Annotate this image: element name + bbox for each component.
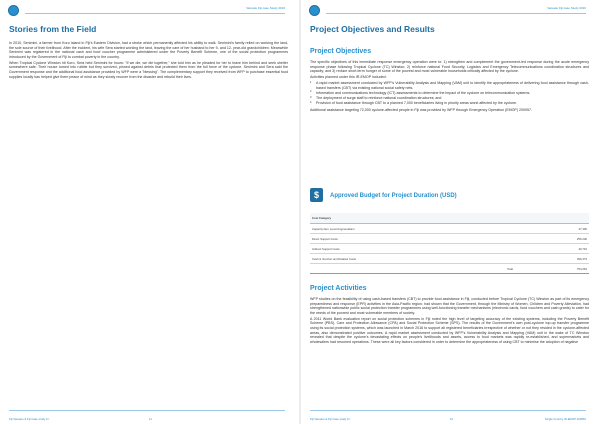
budget-table <box>310 213 589 274</box>
objectives-intro: The specific objectives of this immediate response emergency operation were to: 1) strengthen and complement the government-led response during the acute emergency response phase following Tropical Cyclone (TC) Winston; 2) reinforce national Food Security, Logistics and Emergency Telecommunications coordination structures and capacity; and 3) reduce short-term hunger of some of the poorest and most vulnerable households critically affected by the cyclone. <box>310 60 589 74</box>
table-row: Capacity Dev. Level Augmentation 47,300 <box>310 224 589 234</box>
page-title-objectives: Project Objectives and Results <box>310 24 435 34</box>
activities-paragraph: WFP studies on the feasibility of using cash-based transfers (CBT) to provide food assistance in Fiji, conducted before Tropical Cyclone (TC) Winston as part of its emergency preparedness and response (EPR) activities in the Asia-Pacific region, had shown that the Government, through the Ministry of Women, Children and Poverty Alleviation, had strengthened nationwide public social protection transfer programmes using well-functioning transfer mechanisms (electronic cards, food vouchers and cash grants) to cater for the needs of the poorest and most vulnerable members of society. <box>310 297 589 315</box>
stories-paragraph: When Tropical Cyclone Winston hit Koro, Sera held Senimini for hours: "If we die, we die together," she told him as he pleaded for her to leave him behind and seek shelter somewhere safe. Their house turned into rubble but they survived, pinned against debris that protected them from the full force of the cyclone. Senimini and Sera said the Government response and the additional food assistance provided by WFP were a "blessing". The complementary support they received from WFP to purchase essential food supplies locally has helped give them peace of mind as they slowly recover from the disaster and rebuild their lives. <box>9 60 288 79</box>
header-divider <box>25 13 285 14</box>
money-bag-icon: $ <box>310 188 323 202</box>
table-row: Cash & Voucher and Related Costs 399,373 <box>310 254 589 264</box>
budget-heading: Approved Budget for Project Duration (USD) <box>330 193 457 199</box>
running-head-right: Vanuatu Fiji case Study 2016 <box>547 6 586 10</box>
table-row: Indirect Support Costs 49,791 <box>310 244 589 254</box>
stories-paragraph: In 2010, Senimini, a farmer from Koro Island in Fiji's Eastern Division, had a stroke which permanently affected his ability to walk. Senimini's family relied on working the land, the sole source of their livelihood. After the incident, his wife Sera started working the land, leaving the care of her husband to her 9- and 12- year-old grandchildren. Meanwhile Senimini was registered in the national cash and food voucher programme administered under the Poverty Benefit Scheme, one of the social protection programmes introduced by the Government of Fiji to combat poverty in the country. <box>9 41 288 59</box>
footer-text: Fiji Vanuatu & Fiji Case study F.i. <box>9 417 50 421</box>
wfp-logo-icon <box>8 5 19 16</box>
activities-body <box>310 297 589 346</box>
bullet-item: 2 Information and communications technology (ICT) assessments to determine the impact of the cyclone on telecommunication systems. <box>310 90 531 96</box>
running-head-left: Vanuatu Fiji case Study 2016 <box>246 6 285 10</box>
page-number: 12 <box>450 417 454 421</box>
footer-project-code: Single Country IR-EMOP 200891 <box>544 417 586 421</box>
section-heading-objectives: Project Objectives <box>310 48 372 55</box>
footer-divider <box>9 410 285 411</box>
section-heading-activities: Project Activities <box>310 285 367 292</box>
table-header: Cost Category <box>310 213 589 224</box>
footer-divider <box>310 410 586 411</box>
table-row: Direct Support Costs 259,200 <box>310 234 589 244</box>
page-number: 11 <box>149 417 152 421</box>
bullet-item: 1 A rapid market assessment conducted by WFP's Vulnerability Analysis and Mapping (VAM) unit to identify the appropriateness of delivering food assistance through cash-based transfers (CBT) via existing national social safety nets. <box>310 80 589 90</box>
activities-paragraph: A 2011 World Bank evaluation report on social protection schemes in Fiji noted the high level of targeting accuracy of the existing systems, including the Poverty Benefit Scheme (PBS), Care and Protection Allowance (CPA) and Social Protection Scheme (SPS). The results of the Government's own post-cyclone top-up transfer programme using its social protection systems, which was launched in March 2016 to support all registered beneficiaries irrespective of whether or not they resided in the cyclone-affected areas, also demonstrated positive outcomes. A rapid market assessment conducted by WFP's Vulnerability Analysis and Mapping (VAM) unit in the wake of TC Winston revealed that despite the cyclone's devastating effects on people's livelihoods and assets, access to food markets was rapidly re-established, and supermarkets and wholesalers had resumed operations. These were all key factors considered in order to determine the appropriateness of using CBT to minimise the adoption of negative <box>310 316 589 344</box>
page-title-stories: Stories from the Field <box>9 24 97 34</box>
wfp-logo-icon <box>309 5 320 16</box>
activities-intro: Activities planned under this IR-EMOP included: <box>310 75 387 80</box>
closing-paragraph: Additional assistance targeting 72,000 cyclone-affected people in Fiji was provided by WFP through Emergency Operation (EMOP) 200957. <box>310 107 533 112</box>
table-total-row: Total 754,664 <box>310 264 589 274</box>
header-divider <box>326 13 586 14</box>
objectives-body <box>310 60 589 114</box>
right-page <box>301 0 600 424</box>
footer-text: Fiji Vanuatu & Fiji Case study F.i. <box>310 417 351 421</box>
bullet-item: 3 The deployment of surge staff to reinforce national coordination structures; and <box>310 95 442 101</box>
stories-body <box>9 41 288 81</box>
left-page <box>0 0 299 424</box>
table-header-row <box>310 213 589 224</box>
bullet-item: 4 Provision of food assistance through CBT to a planned 7,000 beneficiaries living in priority areas worst affected by the cyclone. <box>310 100 518 106</box>
